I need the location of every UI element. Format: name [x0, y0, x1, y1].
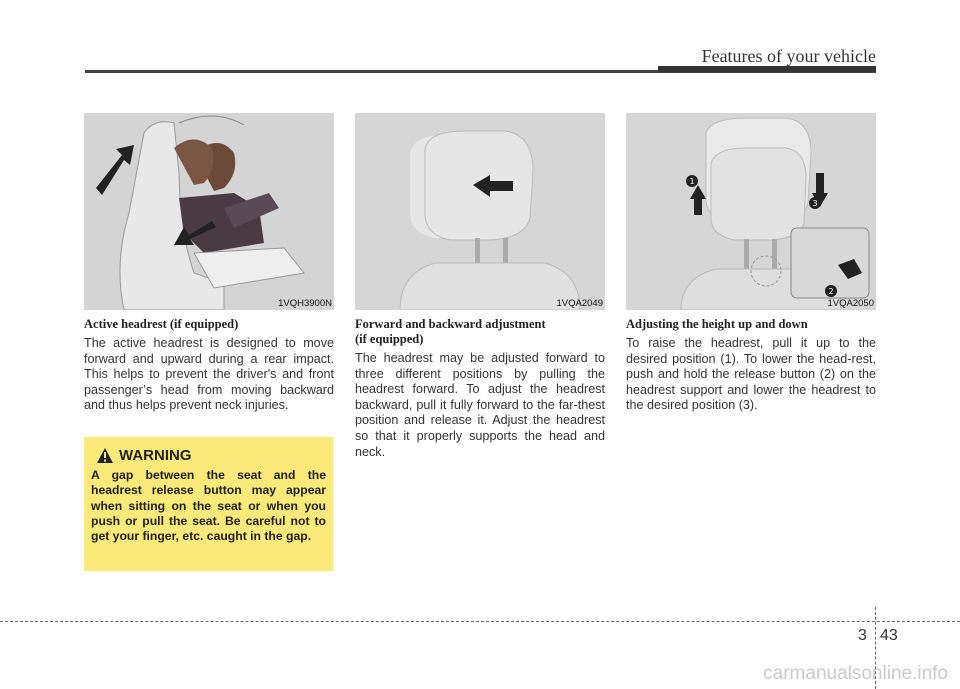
section-height	[626, 317, 876, 414]
active-headrest-illustration	[84, 113, 334, 310]
header-rule-accent	[658, 66, 876, 72]
svg-text:2: 2	[828, 287, 834, 296]
warning-text: A gap between the seat and the headrest release button may appear when sitting on the seat or when you push or pull the seat. Be careful not to get your finger, etc. caught in the gap.	[91, 468, 326, 544]
watermark: carmanualsonline.info	[763, 663, 948, 684]
warning-label: WARNING	[119, 447, 192, 464]
page-number: 43	[880, 627, 898, 644]
header-title: Features of your vehicle	[701, 46, 876, 66]
figure-code: 1VQH3900N	[278, 298, 332, 309]
warning-triangle-icon	[97, 448, 113, 463]
headrest-height-illustration	[626, 113, 876, 310]
warning-box	[84, 437, 333, 571]
figure-forward-backward	[355, 113, 605, 310]
section-body: The active headrest is designed to move forward and upward during a rear impact. This helps to prevent the driver's and front passenger’s head from moving backward and thus helps prevent neck injuries.	[84, 336, 334, 413]
warning-header	[97, 447, 192, 464]
figure-code: 1VQA2049	[556, 298, 603, 309]
headrest-forward-backward-illustration	[355, 113, 605, 310]
section-title: Active headrest (if equipped)	[84, 317, 239, 331]
svg-text:3: 3	[812, 199, 818, 208]
section-title: Forward and backward adjustment (if equipped)	[355, 317, 546, 346]
chapter-number: 3	[858, 627, 867, 644]
section-forward-backward	[355, 317, 605, 460]
figure-active-headrest	[84, 113, 334, 310]
section-title: Adjusting the height up and down	[626, 317, 808, 331]
footer-rule	[0, 621, 960, 622]
section-active-headrest	[84, 317, 334, 414]
section-body: The headrest may be adjusted forward to three different positions by pulling the headrest forward. To adjust the headrest backward, pull it fully forward to the far-thest position and release it. Adjust the headrest so that it properly supports the head and neck.	[355, 351, 605, 459]
section-body: To raise the headrest, pull it up to the desired position (1). To lower the head-rest, push and hold the release button (2) on the headrest support and lower the headrest to the desired position (3).	[626, 336, 876, 413]
figure-height	[626, 113, 876, 310]
svg-text:1: 1	[689, 177, 695, 186]
figure-code: 1VQA2050	[827, 298, 874, 309]
